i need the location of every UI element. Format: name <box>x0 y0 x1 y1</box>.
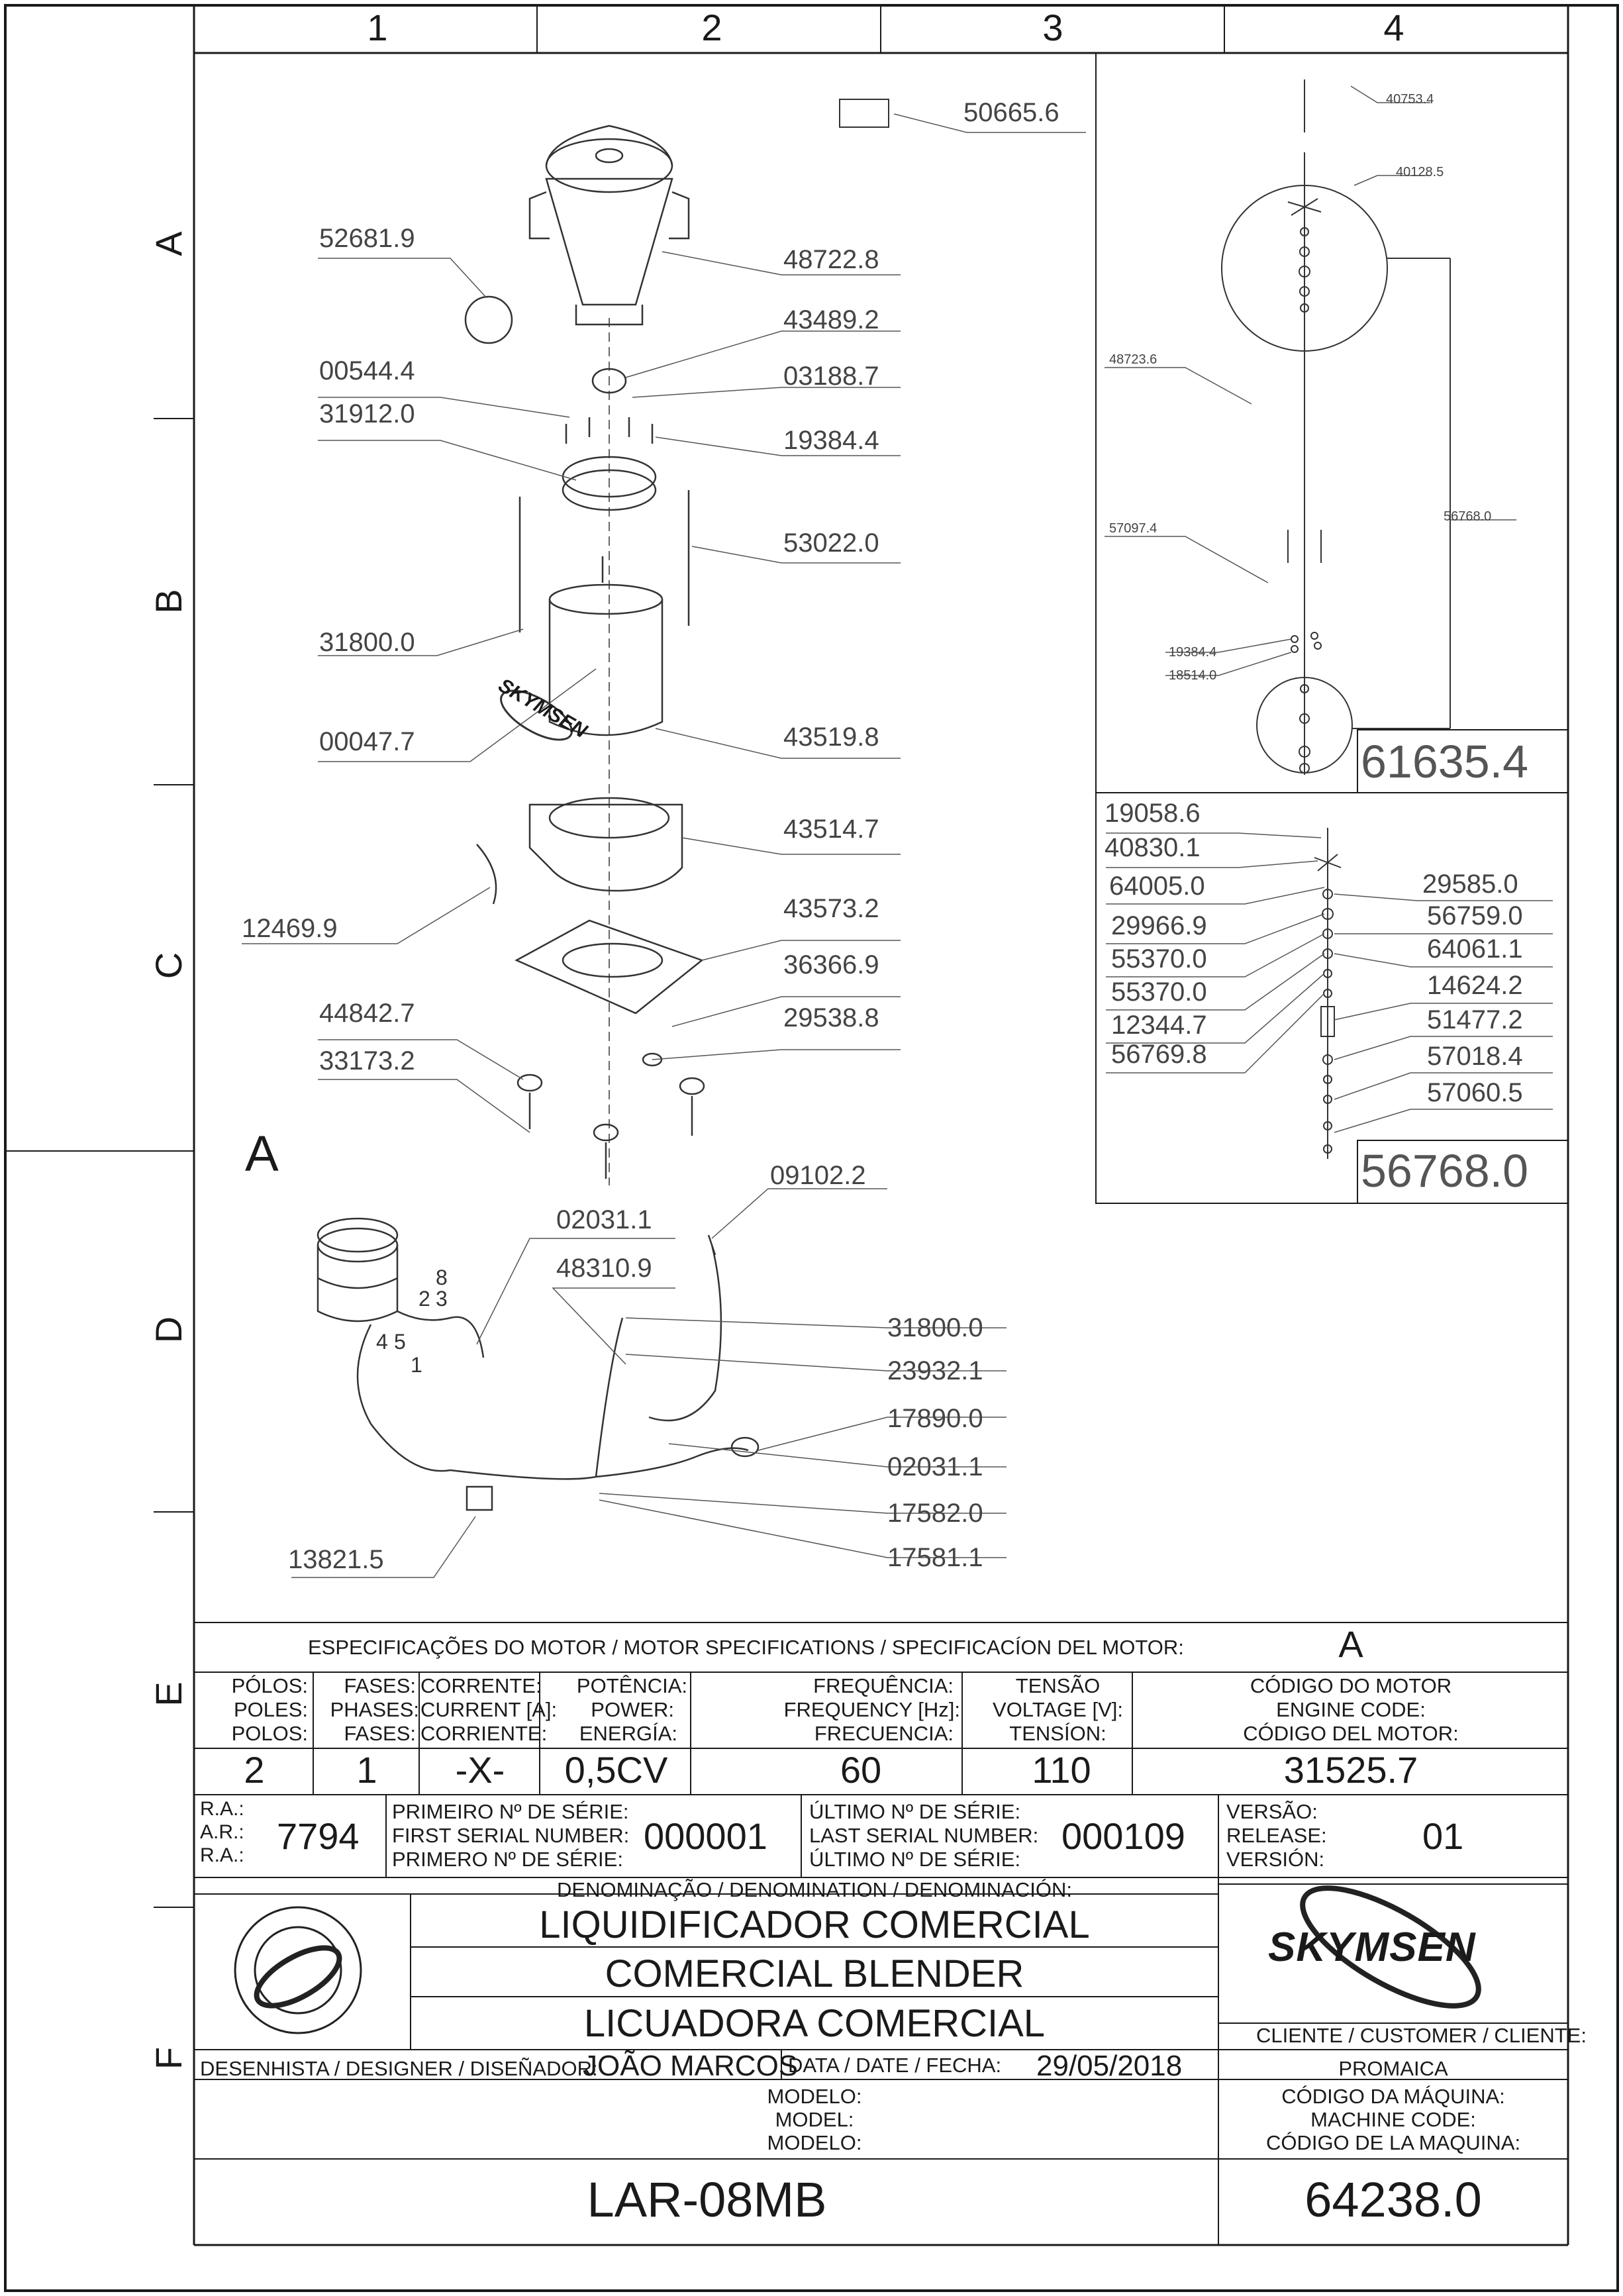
denomination-pt: LIQUIDIFICADOR COMERCIAL <box>539 1903 1090 1946</box>
motor-spec-header-value: A <box>1338 1623 1363 1665</box>
first-serial-label: PRIMEIRO Nº DE SÉRIE: <box>392 1800 629 1823</box>
callout: 18514.0 <box>1169 668 1217 683</box>
callout: 55370.0 <box>1111 944 1207 973</box>
callout: 19058.6 <box>1105 799 1201 828</box>
callout: 43519.8 <box>783 723 879 752</box>
spec-label: PÓLOS: <box>231 1674 308 1697</box>
callout: 13821.5 <box>288 1545 384 1574</box>
first-serial-label: PRIMERO Nº DE SÉRIE: <box>392 1848 623 1871</box>
spec-label: FASES: <box>344 1674 416 1697</box>
wire-number: 4 <box>376 1330 388 1354</box>
client-value: PROMAICA <box>1338 2057 1448 2080</box>
detail-code: 61635.4 <box>1361 736 1529 787</box>
last-serial-label: LAST SERIAL NUMBER: <box>809 1824 1039 1847</box>
grid-column-4: 4 <box>1383 7 1404 48</box>
model-label: MODEL: <box>775 2108 854 2131</box>
callout: 56769.8 <box>1111 1040 1207 1069</box>
denomination-header: DENOMINAÇÃO / DENOMINATION / DENOMINACIÓN: <box>557 1878 1072 1901</box>
callout: 17581.1 <box>887 1543 983 1572</box>
version-label: VERSÃO: <box>1226 1800 1318 1823</box>
version-label: VERSIÓN: <box>1226 1848 1325 1871</box>
callout: 33173.2 <box>319 1046 415 1075</box>
callout: 48310.9 <box>556 1254 652 1283</box>
callout: 56768.0 <box>1444 509 1492 524</box>
callout: 53022.0 <box>783 528 879 558</box>
callout: 02031.1 <box>556 1205 652 1234</box>
wire-number: 2 <box>418 1287 430 1311</box>
wire-number: 5 <box>394 1330 406 1354</box>
last-serial-value: 000109 <box>1061 1815 1185 1857</box>
callout: 02031.1 <box>887 1452 983 1481</box>
first-serial-value: 000001 <box>644 1815 767 1857</box>
callout: 00544.4 <box>319 356 415 385</box>
skymsen-logo-mark: SKYMSEN <box>494 674 591 742</box>
spec-label: TENSÍON: <box>1009 1722 1107 1745</box>
ra-label: R.A.: <box>200 1798 244 1820</box>
callout: 55370.0 <box>1111 977 1207 1007</box>
spec-label: FRECUENCIA: <box>814 1722 954 1745</box>
designer-value: JOÃO MARCOS <box>583 2050 799 2082</box>
spec-label: FREQUENCY [Hz]: <box>783 1698 960 1721</box>
grid-row-C: C <box>148 952 189 979</box>
grid-column-1: 1 <box>367 7 388 48</box>
callout: 17890.0 <box>887 1404 983 1433</box>
spec-label: POLOS: <box>231 1722 308 1745</box>
model-value: LAR-08MB <box>587 2172 827 2227</box>
spec-label: ENERGÍA: <box>579 1722 677 1745</box>
wire-number: 8 <box>436 1266 448 1289</box>
callout: 43489.2 <box>783 305 879 334</box>
ra-value: 7794 <box>277 1815 360 1857</box>
callout: 48722.8 <box>783 245 879 274</box>
callout: 50665.6 <box>963 98 1059 127</box>
callout: 57060.5 <box>1427 1078 1523 1107</box>
callout: 57097.4 <box>1109 521 1157 536</box>
machine-code-label: CÓDIGO DE LA MAQUINA: <box>1265 2131 1521 2154</box>
ra-label: A.R.: <box>200 1821 244 1843</box>
spec-label: CURRENT [A]: <box>420 1698 558 1721</box>
spec-label: CÓDIGO DO MOTOR <box>1250 1674 1452 1697</box>
callout: 00047.7 <box>319 727 415 756</box>
denomination-es: LICUADORA COMERCIAL <box>583 2002 1046 2045</box>
spec-label: POLES: <box>234 1698 308 1721</box>
spec-label: FREQUÊNCIA: <box>813 1674 954 1697</box>
wire-number: 1 <box>411 1353 422 1377</box>
callout: 48723.6 <box>1109 352 1157 367</box>
spec-label: CÓDIGO DEL MOTOR: <box>1243 1722 1459 1745</box>
first-serial-label: FIRST SERIAL NUMBER: <box>392 1824 630 1847</box>
last-serial-label: ÚLTIMO Nº DE SÉRIE: <box>809 1800 1021 1823</box>
skymsen-logo: SKYMSEN <box>1268 1924 1476 1970</box>
spec-value: 0,5CV <box>564 1749 668 1791</box>
version-label: RELEASE: <box>1226 1824 1327 1847</box>
date-value: 29/05/2018 <box>1036 2050 1183 2082</box>
spec-label: TENSÃO <box>1015 1674 1101 1697</box>
callout: 29966.9 <box>1111 911 1207 940</box>
version-value: 01 <box>1422 1815 1464 1857</box>
callout: 17582.0 <box>887 1499 983 1528</box>
callout: 12469.9 <box>242 914 338 943</box>
machine-code-label: MACHINE CODE: <box>1310 2108 1476 2131</box>
callout: 19384.4 <box>1169 645 1217 660</box>
spec-label: FASES: <box>344 1722 416 1745</box>
grid-column-3: 3 <box>1042 7 1063 48</box>
view-letter: A <box>245 1126 279 1182</box>
callout: 12344.7 <box>1111 1011 1207 1040</box>
ra-label: R.A.: <box>200 1844 244 1866</box>
designer-label: DESENHISTA / DESIGNER / DISEÑADOR: <box>200 2057 598 2080</box>
spec-value: 110 <box>1032 1749 1091 1791</box>
grid-row-D: D <box>148 1316 189 1344</box>
callout: 31800.0 <box>887 1313 983 1342</box>
callout: 56759.0 <box>1427 901 1523 930</box>
machine-code-label: CÓDIGO DA MÁQUINA: <box>1281 2085 1505 2108</box>
callout: 40128.5 <box>1396 165 1444 179</box>
spec-label: POWER: <box>591 1698 674 1721</box>
grid-row-A: A <box>148 231 189 256</box>
model-label: MODELO: <box>767 2085 862 2108</box>
callout: 44842.7 <box>319 999 415 1028</box>
callout: 31912.0 <box>319 399 415 428</box>
client-label: CLIENTE / CUSTOMER / CLIENTE: <box>1256 2024 1587 2047</box>
callout: 09102.2 <box>770 1161 866 1190</box>
callout: 40830.1 <box>1105 833 1201 862</box>
callout: 29585.0 <box>1422 870 1518 899</box>
spec-label: VOLTAGE [V]: <box>993 1698 1123 1721</box>
grid-column-2: 2 <box>701 7 722 48</box>
callout: 51477.2 <box>1427 1005 1523 1034</box>
spec-value: -X- <box>455 1749 505 1791</box>
callout: 03188.7 <box>783 362 879 391</box>
callout: 43514.7 <box>783 815 879 844</box>
spec-label: CORRENTE: <box>420 1674 542 1697</box>
motor-spec-header: ESPECIFICAÇÕES DO MOTOR / MOTOR SPECIFICATIONS / SPECIFICACÍON DEL MOTOR: <box>308 1636 1184 1659</box>
spec-value: 2 <box>244 1749 265 1791</box>
callout: 19384.4 <box>783 426 879 455</box>
date-label: DATA / DATE / FECHA: <box>788 2054 1002 2077</box>
grid-row-B: B <box>148 589 189 614</box>
last-serial-label: ÚLTIMO Nº DE SÉRIE: <box>809 1848 1021 1871</box>
machine-code-value: 64238.0 <box>1304 2172 1482 2227</box>
callout: 29538.8 <box>783 1003 879 1032</box>
spec-label: PHASES: <box>330 1698 419 1721</box>
grid-row-E: E <box>148 1681 189 1707</box>
denomination-en: COMERCIAL BLENDER <box>605 1952 1024 1995</box>
model-label: MODELO: <box>767 2131 862 2154</box>
engine-code-value: 31525.7 <box>1283 1749 1418 1791</box>
spec-value: 1 <box>356 1749 377 1791</box>
spec-label: POTÊNCIA: <box>576 1674 687 1697</box>
callout: 40753.4 <box>1386 92 1434 107</box>
callout: 14624.2 <box>1427 971 1523 1000</box>
callout: 23932.1 <box>887 1356 983 1385</box>
callout: 64061.1 <box>1427 934 1523 964</box>
callout: 64005.0 <box>1109 872 1205 901</box>
callout: 57018.4 <box>1427 1042 1523 1071</box>
spec-value: 60 <box>840 1749 882 1791</box>
wire-number: 3 <box>436 1287 448 1311</box>
callout: 52681.9 <box>319 224 415 253</box>
callout: 36366.9 <box>783 950 879 979</box>
detail-code: 56768.0 <box>1361 1145 1529 1197</box>
callout: 43573.2 <box>783 894 879 923</box>
grid-row-F: F <box>148 2046 189 2070</box>
spec-label: CORRIENTE: <box>420 1722 548 1745</box>
callout: 31800.0 <box>319 628 415 657</box>
spec-label: ENGINE CODE: <box>1276 1698 1426 1721</box>
